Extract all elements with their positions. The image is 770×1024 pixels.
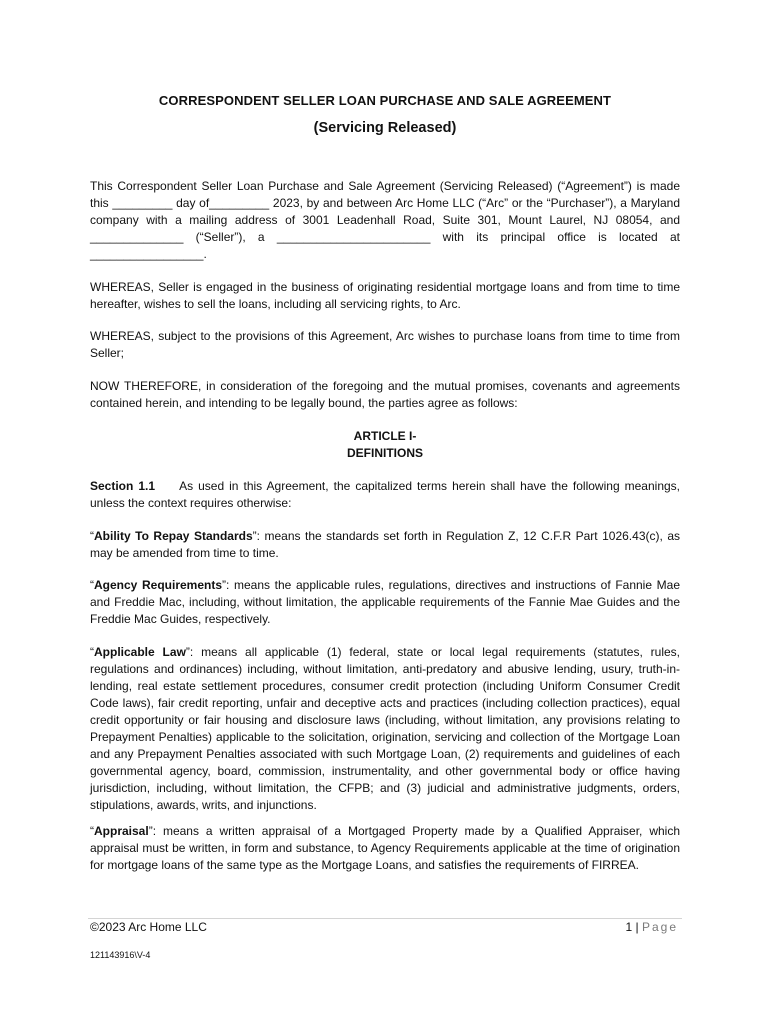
definition-item: “Applicable Law”: means all applicable (1) federal, state or local legal requirements (statutes, rules, regulations and ordinances) including, without limitation, anti-predatory and abusive lending, usury, truth-in-lending, real estate settlement procedures, consumer credit protection (including Uniform Consumer Credit Code laws), fair credit reporting, unfair and deceptive acts and practices (including collection practices), equal credit opportunity or fair housing and disclosure laws (including, without limitation, any provisions relating to Prepayment Penalties) applicable to the solicitation, origination, servicing and collection of the Mortgage Loan and any Prepayment Penalties associated with such Mortgage Loan, (2) requirements and guidelines of each governmental agency, board, commission, instrumentality, and other governmental body or office having jurisdiction, including, without limitation, the CFPB; and (3) judicial and administrative judgments, orders, stipulations, awards, writs, and injunctions. [90, 645, 680, 812]
definition-term: Appraisal [94, 824, 149, 838]
article-number: ARTICLE I- [353, 429, 417, 443]
definition-text: : means a written appraisal of a Mortgaged Property made by a Qualified Appraiser, which appraisal must be written, in form and substance, to Agency Requirements applicable at the time of origination for mortgage loans of the same type as the Mortgage Loans, and satisfies the requirements of FIRREA. [90, 824, 680, 872]
definition-term: Agency Requirements [94, 578, 223, 592]
document-title: CORRESPONDENT SELLER LOAN PURCHASE AND SALE AGREEMENT [158, 93, 612, 108]
page-word: Page [641, 920, 678, 934]
document-number: 121143916\V-4 [90, 950, 151, 960]
whereas-paragraph-1: WHEREAS, Seller is engaged in the business of originating residential mortgage loans and from time to time hereafter, wishes to sell the loans, including all servicing rights, to Arc. [90, 280, 680, 311]
section-1-1 [90, 478, 680, 512]
footer-divider [88, 918, 682, 919]
footer-page-number [625, 920, 678, 934]
definition-text: : means the standards set forth in Regulation Z, 12 C.F.R Part 1026.43(c), as may be amended from time to time. [90, 529, 680, 560]
definition-term: Ability To Repay Standards [94, 529, 253, 543]
intro-paragraph: This Correspondent Seller Loan Purchase and Sale Agreement (Servicing Released) (“Agreement”) is made this _________ day of_________ 2023, by and between Arc Home LLC (“Arc” or the “Purchaser”), a Maryland company with a mailing address of 3001 Leadenhall Road, Suite 301, Mount Laurel, NJ 08054, and ______________ (“Seller”), a _______________________ with its principal office is located at _________________. [90, 179, 680, 261]
definition-item: “Ability To Repay Standards”: means the standards set forth in Regulation Z, 12 C.F.R Part 1026.43(c), as may be amended from time to time. [90, 529, 680, 560]
document-subtitle: (Servicing Released) [313, 120, 457, 136]
definition-text: : means all applicable (1) federal, state or local legal requirements (statutes, rules, regulations and ordinances) including, without limitation, anti-predatory and abusive lending, usury, truth-in-lending, real estate settlement procedures, consumer credit protection (including Uniform Consumer Credit Code laws), fair credit reporting, unfair and deceptive acts and practices (including collection practices), equal credit opportunity or fair housing and disclosure laws (including, without limitation, any provisions relating to Prepayment Penalties) applicable to the solicitation, origination, servicing and collection of the Mortgage Loan and any Prepayment Penalties associated with such Mortgage Loan, (2) requirements and guidelines of each governmental agency, board, commission, instrumentality, and other governmental body or office having jurisdiction, including, without limitation, the CFPB; and (3) judicial and administrative judgments, orders, stipulations, awards, writs, and injunctions. [90, 645, 680, 812]
page-separator: | [632, 920, 642, 934]
definition-item: “Agency Requirements”: means the applicable rules, regulations, directives and instructions of Fannie Mae and Freddie Mac, including, without limitation, the applicable requirements of the Fannie Mae Guides and the Freddie Mac Guides, respectively. [90, 578, 680, 626]
now-therefore-paragraph: NOW THEREFORE, in consideration of the foregoing and the mutual promises, covenants and agreements contained herein, and intending to be legally bound, the parties agree as follows: [90, 379, 680, 410]
article-heading-block [0, 428, 770, 462]
section-text: As used in this Agreement, the capitalized terms herein shall have the following meanings, unless the context requires otherwise: [90, 479, 681, 510]
whereas-paragraph-2: WHEREAS, subject to the provisions of this Agreement, Arc wishes to purchase loans from time to time from Seller; [90, 329, 680, 360]
page-number: 1 [625, 920, 633, 934]
footer-copyright: ©2023 Arc Home LLC [90, 920, 207, 934]
definition-text: : means the applicable rules, regulations, directives and instructions of Fannie Mae and Freddie Mac, including, without limitation, the applicable requirements of the Fannie Mae Guides and the Freddie Mac Guides, respectively. [90, 578, 680, 626]
definition-item: “Appraisal”: means a written appraisal of a Mortgaged Property made by a Qualified Appraiser, which appraisal must be written, in form and substance, to Agency Requirements applicable at the time of origination for mortgage loans of the same type as the Mortgage Loans, and satisfies the requirements of FIRREA. [90, 824, 680, 872]
article-title: DEFINITIONS [346, 446, 423, 460]
definition-term: Applicable Law [94, 645, 186, 659]
section-label: Section 1.1 [90, 479, 156, 493]
